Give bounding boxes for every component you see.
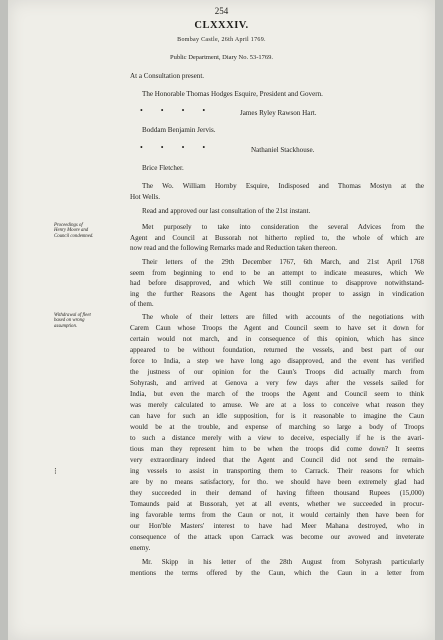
paragraph-line: was merely calculated to amuse. We are at a loss to conceive what reason they [130, 401, 424, 409]
paragraph-line: of them. [130, 300, 154, 308]
paragraph-line: seem from beginning to end to be an attempt to indicate measures, which We [130, 268, 424, 277]
paragraph-line: Their letters of the 29th December 1767, 6th March, and 21st April 1768 [142, 258, 424, 266]
paragraph-line: can have for such an idle supposition, for is it reasonable to imagine the Caun [130, 412, 424, 420]
absent-text: The Wo. William Hornby Esquire, Indisposed and Thomas Mostyn at the [142, 182, 424, 190]
paragraph-line: had before disapproved, and which We still continue to disapprove notwithstand- [130, 279, 424, 287]
paragraph-line: enemy. [130, 544, 151, 552]
ellipsis-stars: • • • • [140, 106, 207, 115]
member-line-4: Brice Fletcher. [142, 164, 184, 172]
paragraph-line: The whole of their letters are filled with accounts of the negotiations with [142, 313, 424, 321]
side-note-proceedings: Proceedings of Henry Moore and Council condemned. [54, 223, 94, 239]
president-line: The Honorable Thomas Hodges Esquire, President and Govern. [142, 90, 323, 98]
read-approved-text: Read and approved our last consultation of the 21st instant. [142, 207, 311, 215]
member-line-2: Boddam Benjamin Jervis. [142, 126, 216, 134]
absent-text: Hot Wells. [130, 192, 161, 201]
margin-pencil-mark: ⁝ [54, 466, 57, 476]
paragraph-line: tious man they represent him to be when the troops did come down? It seems [130, 445, 424, 453]
members-line-3: Nathaniel Stackhouse. [251, 146, 315, 154]
meeting-line: At a Consultation present. [130, 72, 205, 80]
department-line: Public Department, Diary No. 53-1769. [169, 54, 274, 61]
paragraph-line: mentions the terms offered by the Caun, which the Caun in a letter from [130, 569, 424, 577]
document-page [8, 0, 435, 640]
paragraph-line: very extraordinary indeed that the Agent and Council did not send the remain- [130, 456, 424, 464]
paragraph-line: Sohyrash, and arrived at Genova a very few days after the vessels sailed for [130, 379, 424, 387]
dateline: Bombay Castle, 26th April 1769. [177, 37, 266, 43]
paragraph-line: the justness of our opinion for the Caun's Troops did actually march from [130, 368, 424, 376]
paragraph-line: Mr. Skipp in his letter of the 28th August from Sohyrash particularly [142, 558, 424, 566]
ellipsis-stars: • • • • [140, 143, 207, 152]
paragraph-line: India, but even the march of the troops the Agent and Council seem to think [130, 390, 424, 398]
paragraph-line: Agent and Council at Bussorah not hitherto replied to, the whole of which are [130, 233, 424, 242]
page-number: 254 [214, 6, 229, 16]
members-line-1: James Ryley Rawson Hart. [240, 109, 317, 117]
paragraph-line: would be at the trouble, and expense of marching so large a body of Troops [130, 423, 424, 431]
document-number: CLXXXIV. [194, 20, 249, 31]
paragraph-line: Met purposely to take into consideration the several Advices from the [142, 223, 424, 231]
paragraph-line: Carem Caun whose Troops the Agent and Council seem to have set it down for [130, 324, 424, 332]
paragraph-line: Tomaunds paid at Bussorah, yet at all events, whether we succeeded in procur- [130, 500, 424, 508]
paragraph-line: certain would not march, and in consequence of this opinion, which has since [130, 335, 424, 343]
paragraph-line: to such a distance merely with a view to deceive, especially if he is the avari- [130, 434, 424, 442]
paragraph-line: ing the further Reasons the Agent has thought proper to assign in vindication [130, 289, 424, 298]
paragraph-line: ing favorable terms from the Caun or not, it would certainly then have been for [130, 511, 424, 519]
paragraph-line: are by no means satisfactory, for tho. we should have been extremely glad had [130, 478, 424, 486]
paragraph-line: now read and the following Remarks made and Reduction taken thereon. [130, 244, 338, 252]
paragraph-line: ing vessels to assist in transporting them to Carrack. Their reasons for which [130, 467, 424, 475]
paragraph-line: appeared to be without foundation, returned the vessels, and best part of our [130, 346, 424, 354]
paragraph-line: our Hon'ble Masters' interest to have had Meer Mahana destroyed, who in [130, 522, 424, 530]
paragraph-line: they succeeded in their demand of having fifteen thousand Rupees (15,000) [130, 489, 424, 497]
paragraph-line: force to India, a step we have long ago disapproved, and the event has verified [130, 357, 424, 365]
side-note-withdrawal: Withdrawal of fleet based on wrong assumption. [54, 313, 91, 329]
paragraph-line: consequence of the attack upon Carrack was become our avowed and inveterate [130, 533, 424, 541]
